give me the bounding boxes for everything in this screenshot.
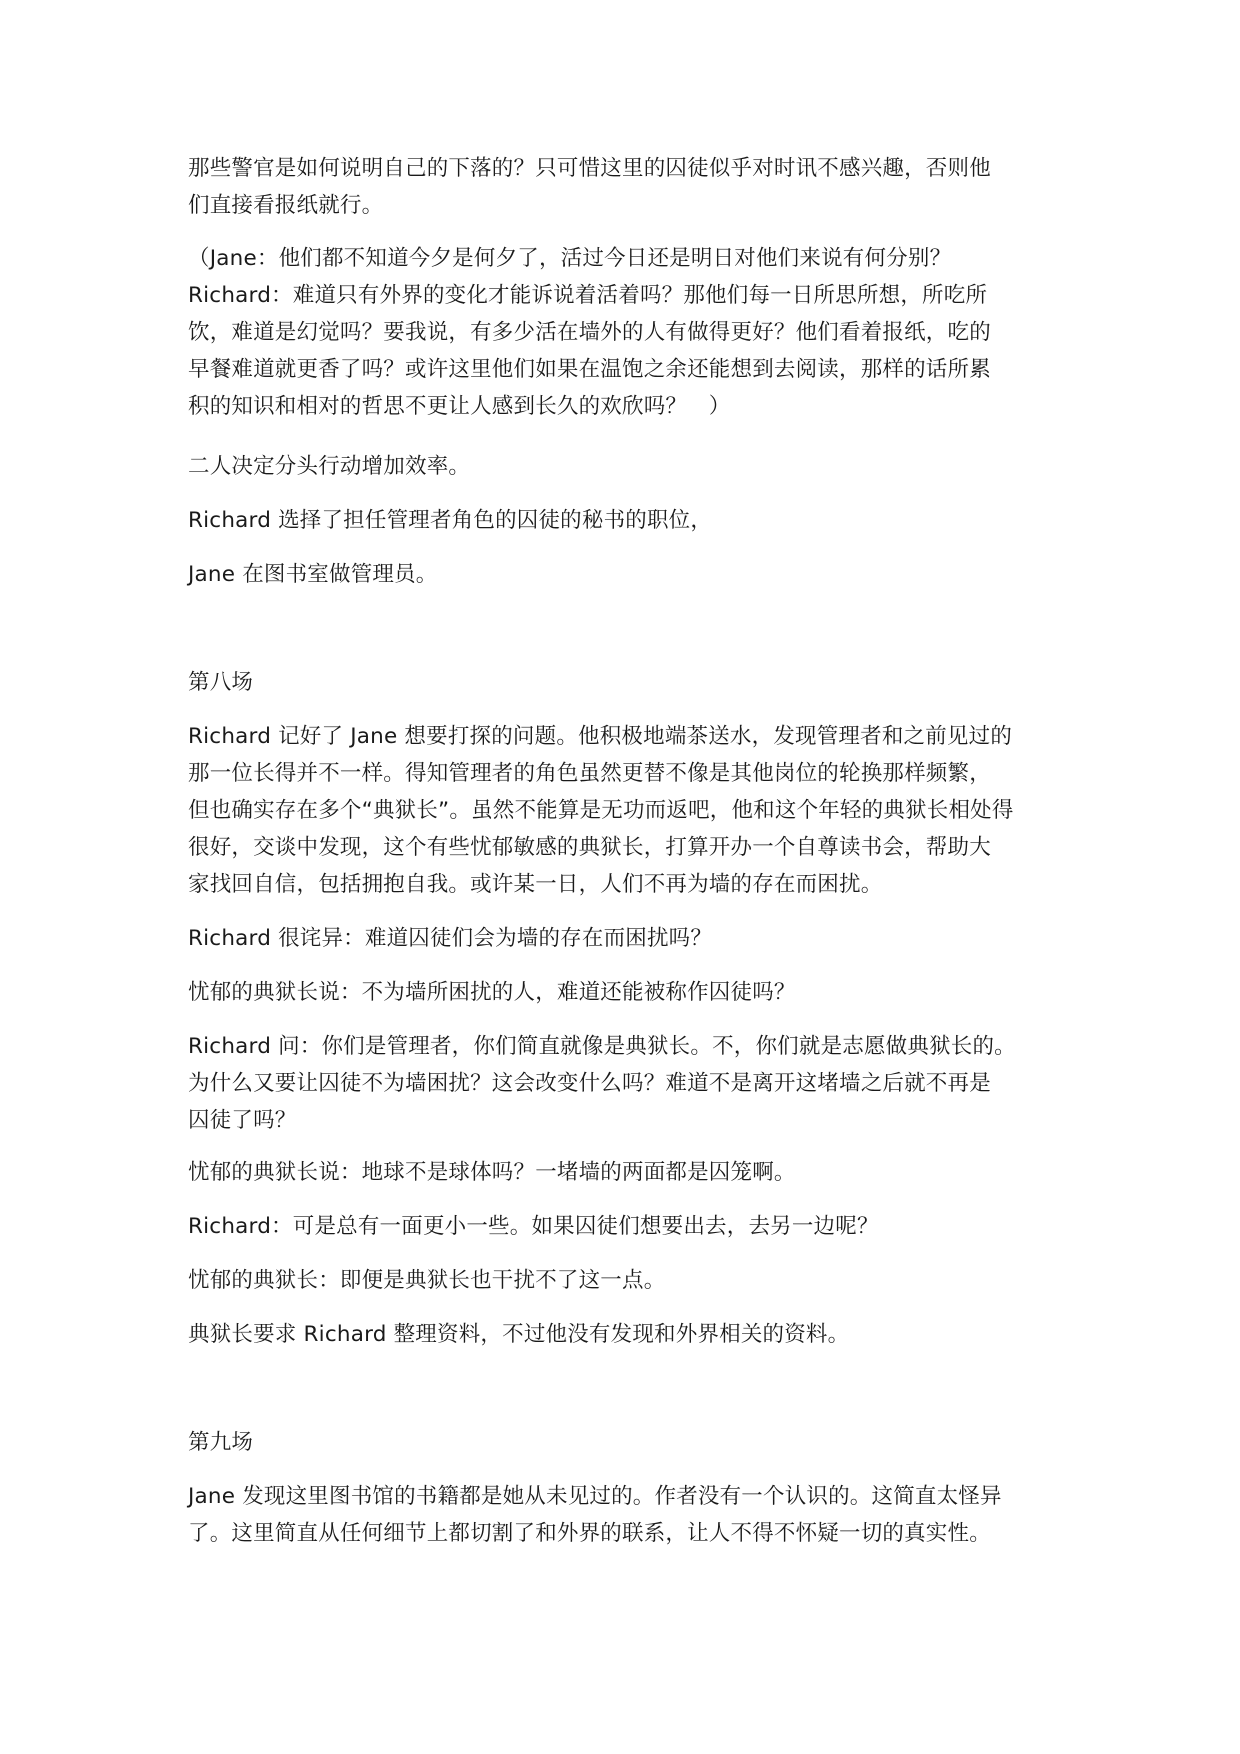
- paragraph-line: 早餐难道就更香了吗？或许这里他们如果在温饱之余还能想到去阅读，那样的话所累: [188, 357, 991, 382]
- paragraph-line: 那一位长得并不一样。得知管理者的角色虽然更替不像是其他岗位的轮换那样频繁，: [188, 761, 991, 786]
- paragraph-line: 了。这里简直从任何细节上都切割了和外界的联系，让人不得不怀疑一切的真实性。: [188, 1521, 991, 1546]
- paragraph-line: 囚徒了吗？: [188, 1108, 297, 1133]
- paragraph-line: 那些警官是如何说明自己的下落的？只可惜这里的囚徒似乎对时讯不感兴趣，否则他: [188, 156, 991, 181]
- paragraph: [188, 718, 1058, 903]
- paragraph: [188, 1154, 1058, 1191]
- dialogue-paragraph: [188, 240, 1058, 425]
- paragraph-line: 饮，难道是幻觉吗？要我说，有多少活在墙外的人有做得更好？他们看着报纸，吃的: [188, 320, 991, 345]
- scene-heading-text: 第九场: [188, 1430, 254, 1455]
- paragraph: [188, 556, 1058, 593]
- paragraph: [188, 920, 1058, 957]
- paragraph: [188, 1478, 1058, 1552]
- paragraph-line: Richard：可是总有一面更小一些。如果囚徒们想要出去，去另一边呢？: [188, 1214, 879, 1239]
- paragraph: [188, 1028, 1058, 1139]
- paragraph: [188, 1262, 1058, 1299]
- paragraph-line: Richard 记好了 Jane 想要打探的问题。他积极地端茶送水，发现管理者和之前见过的: [188, 724, 1013, 749]
- paragraph-line: 们直接看报纸就行。: [188, 193, 384, 218]
- paragraph-line: 积的知识和相对的哲思不更让人感到长久的欢欣吗？ ）: [188, 394, 731, 419]
- paragraph: [188, 1316, 1058, 1353]
- paragraph-line: Richard 很诧异：难道囚徒们会为墙的存在而困扰吗？: [188, 926, 713, 951]
- paragraph: [188, 1208, 1058, 1245]
- scene-heading-text: 第八场: [188, 670, 254, 695]
- paragraph-line: Richard 选择了担任管理者角色的囚徒的秘书的职位，: [188, 508, 713, 533]
- paragraph-line: 二人决定分头行动增加效率。: [188, 454, 471, 479]
- paragraph-line: 但也确实存在多个“典狱长”。虽然不能算是无功而返吧，他和这个年轻的典狱长相处得: [188, 798, 1014, 823]
- scene-heading: [188, 1424, 1058, 1461]
- paragraph-line: Richard：难道只有外界的变化才能诉说着活着吗？那他们每一日所思所想，所吃所: [188, 283, 988, 308]
- paragraph-line: 家找回自信，包括拥抱自我。或许某一日，人们不再为墙的存在而困扰。: [188, 872, 883, 897]
- paragraph-line: Jane 在图书室做管理员。: [188, 562, 438, 587]
- paragraph-line: 很好，交谈中发现，这个有些忧郁敏感的典狱长，打算开办一个自尊读书会，帮助大: [188, 835, 991, 860]
- paragraph-line: Jane 发现这里图书馆的书籍都是她从未见过的。作者没有一个认识的。这简直太怪异: [188, 1484, 1002, 1509]
- paragraph-line: 典狱长要求 Richard 整理资料，不过他没有发现和外界相关的资料。: [188, 1322, 850, 1347]
- paragraph: [188, 150, 1058, 224]
- scene-heading: [188, 664, 1058, 701]
- paragraph-line: 忧郁的典狱长说：不为墙所困扰的人，难道还能被称作囚徒吗？: [188, 980, 796, 1005]
- paragraph: [188, 974, 1058, 1011]
- paragraph: [188, 502, 1058, 539]
- paragraph: [188, 448, 1058, 485]
- paragraph-line: Richard 问：你们是管理者，你们简直就像是典狱长。不，你们就是志愿做典狱长的。: [188, 1034, 1016, 1059]
- paragraph-line: （Jane：他们都不知道今夕是何夕了，活过今日还是明日对他们来说有何分别？: [188, 246, 952, 271]
- paragraph-line: 忧郁的典狱长说：地球不是球体吗？一堵墙的两面都是囚笼啊。: [188, 1160, 796, 1185]
- paragraph-line: 忧郁的典狱长：即便是典狱长也干扰不了这一点。: [188, 1268, 666, 1293]
- paragraph-line: 为什么又要让囚徒不为墙困扰？这会改变什么吗？难道不是离开这堵墙之后就不再是: [188, 1071, 991, 1096]
